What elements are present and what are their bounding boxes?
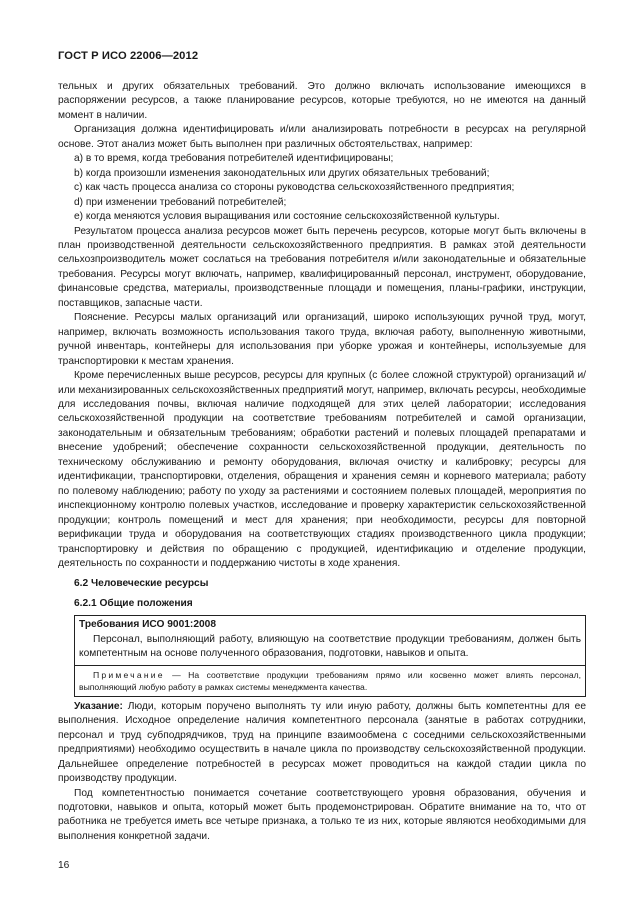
page-body <box>58 80 586 844</box>
list-item: a) в то время, когда требования потребителей идентифицированы; <box>74 153 394 165</box>
paragraph: Результатом процесса анализа ресурсов может быть перечень ресурсов, которые могут быть включены в план производственной деятельности сельскохозяйственного предприятия. В рамках этой деятельности сельхозпроизводитель может сослаться на требования потребителя и/или законодательные и обязательные требования. Ресурсы могут включать, например, квалифицированный персонал, инструмент, оборудование, финансовые средства, материалы, производственные площади и помещения, планы-графики, инструкции, поставщиков, запасные части. <box>58 225 586 309</box>
note-text: — На соответствие продукции требованиям прямо или косвенно может влиять персонал, выполняющий любую работу в рамках системы менеджмента качества. <box>79 669 581 693</box>
paragraph-continuation: тельных и других обязательных требований. Это должно включать использование имеющихся в распоряжении ресурсов, а также планирование ресурсов, которые требуются, но не имеются на данный момент в наличии. <box>58 81 586 121</box>
requirements-title: Требования ИСО 9001:2008 <box>79 619 216 631</box>
paragraph: Под компетентностью понимается сочетание соответствующего уровня образования, обучения и подготовки, навыков и опыта, который может быть продемонстрирован. Обратите внимание на то, что от работника не требуется иметь все четыре признака, а только те из них, которые являются необходимыми для выполнения конкретной задачи. <box>58 787 586 842</box>
guidance-label: Указание: <box>74 700 123 712</box>
list-item: d) при изменении требований потребителей; <box>74 196 287 208</box>
document-header: ГОСТ Р ИСО 22006—2012 <box>58 50 199 62</box>
page-number: 16 <box>58 860 70 871</box>
box-divider <box>75 665 585 666</box>
section-heading-6-2-1: 6.2.1 Общие положения <box>74 597 193 609</box>
list-item: c) как часть процесса анализа со стороны руководства сельскохозяйственного предприятия; <box>74 182 515 194</box>
note-label: Примечание <box>93 669 165 680</box>
requirements-text: Персонал, выполняющий работу, влияющую на соответствие продукции требованиям, должен быть компетентным на основе полученного образования, подготовки, навыков и опыта. <box>79 633 581 660</box>
section-heading-6-2: 6.2 Человеческие ресурсы <box>74 578 209 590</box>
paragraph: Кроме перечисленных выше ресурсов, ресурсы для крупных (с более сложной структурой) организаций и/или механизированных сельскохозяйственных предприятий могут, например, включать ресурсы, необходимые для исследования почвы, включая наличие подходящей для этих целей лаборатории; исследования сельскохозяйственной продукции на соответствие требованиям потребителей и самой организации, законодательным и обязательным требованиям; обработки растений и полевых площадей препаратами и внесение удобрений; обеспечение сохранности сельскохозяйственной продукции, деятельность по техническому обслуживанию и ремонту оборудования, включая очистку и калибровку; ресурсы для идентификации, транспортировки, отделения, обращения и хранения семян и корневого материала; работу по полевому наблюдению; работу по уходу за растениями и состоянием полевых площадей, мероприятия по инспекционному контролю полевых участков, исследование и проверку характеристик сельскохозяйственной продукции; контроль помещений и мест для хранения; при необходимости, ресурсы для повторной верификации труда и оборудования на соответствующих стадиях производственного цикла продукции; транспортировку и действия по обращению с продукцией, идентификацию и отделение продукции, деятельность по сохранности и поддержанию чистоты в ходе хранения. <box>58 370 586 569</box>
list-item: b) когда произошли изменения законодательных или других обязательных требований; <box>74 167 490 179</box>
list-item: e) когда меняются условия выращивания или состояние сельскохозяйственной культуры. <box>74 211 500 223</box>
paragraph: Организация должна идентифицировать и/или анализировать потребности в ресурсах на регулярной основе. Этот анализ может быть выполнен при различных обстоятельствах, например: <box>58 124 586 150</box>
explanation-paragraph: Пояснение. Ресурсы малых организаций или организаций, широко использующих ручной труд, могут, например, включать возможность использования такого труда, включая работу, выполненную животными, ручной инвентарь, контейнеры для использования при уборке урожая и контейнеры, используемые для транспортировки к местам хранения. <box>58 312 586 367</box>
requirements-box <box>74 615 586 697</box>
guidance-text: Люди, которым поручено выполнять ту или иную работу, должны быть компетентны для ее выполнения. Исходное определение наличия компетентного персонала (занятые в работах сотрудники, персонал и труд субподрядчиков, труд на принципе взаимообмена с соседними сельскохозяйственными предприятиями) необходимо осуществить в начале цикла по производству сельскохозяйственной продукции. Дальнейшее определение потребностей в ресурсах может проводиться на каждой стадии цикла по производству продукции. <box>58 700 586 785</box>
guidance-paragraph <box>58 700 586 787</box>
requirements-note <box>79 669 581 694</box>
